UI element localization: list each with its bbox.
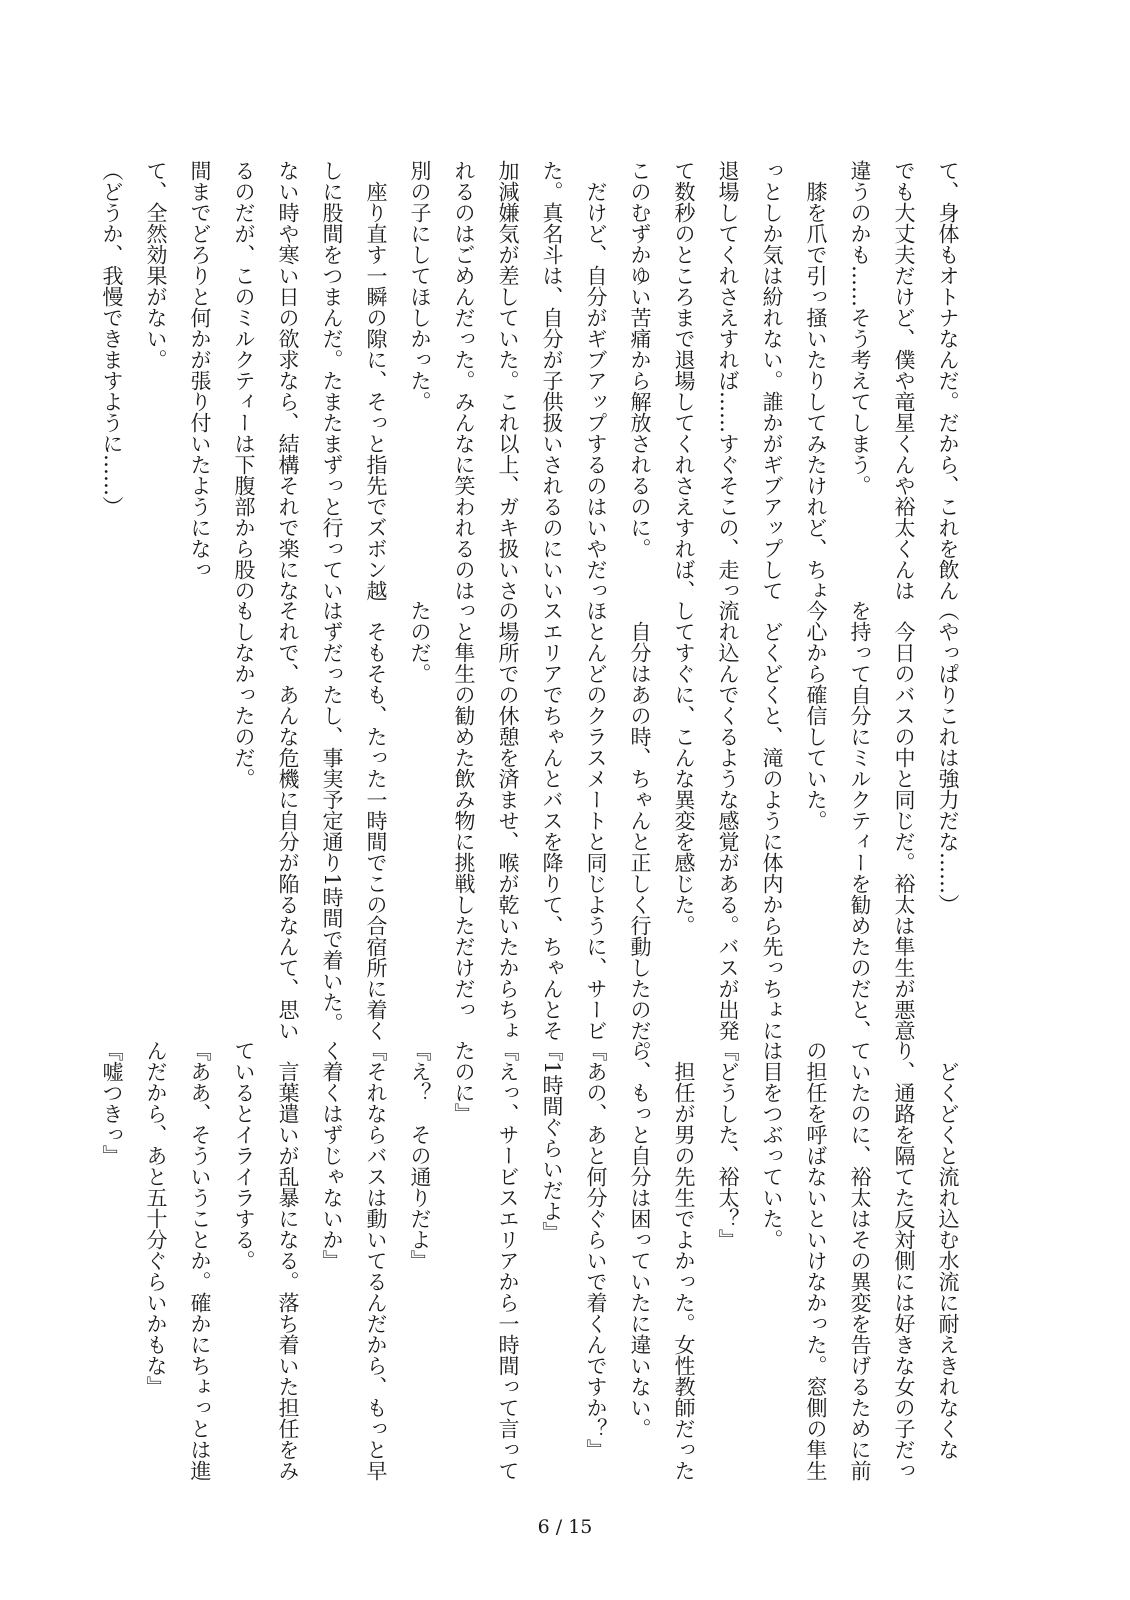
text-line: 膝を爪で引っ掻いたりしてみたけれど、ちょ	[804, 160, 828, 601]
text-line: 『どうした、裕太？』	[716, 1040, 740, 1250]
text-line: 退場してくれさえすれば……すぐそこの、走っ	[716, 160, 740, 601]
text-line: 担任が男の先生でよかった。女性教師だった	[672, 1040, 696, 1481]
text-line: 違うのかも……そう考えてしまう。	[848, 160, 872, 496]
text-line: て、身体もオトナなんだ。だから、これを飲ん	[936, 160, 960, 601]
text-line: たのに』	[452, 1040, 476, 1124]
text-line: もしなかったのだ。	[232, 600, 256, 789]
text-line: 別の子にしてほしかった。	[408, 160, 432, 412]
text-line: 加減嫌気が差していた。これ以上、ガキ扱いさ	[496, 160, 520, 601]
text-line: どくどくと、滝のように体内から先っちょに	[760, 600, 784, 1041]
text-line: 流れ込んでくるような感覚がある。バスが出発	[716, 600, 740, 1041]
text-line: 『嘘つきっ』	[100, 1040, 124, 1166]
text-line: 『それならバスは動いてるんだから、もっと早	[364, 1040, 388, 1481]
text-line: っとしか気は紛れない。誰かがギブアップして	[760, 160, 784, 601]
text-section-middle	[120, 600, 970, 1062]
text-line: れるのはごめんだった。みんなに笑われるのは	[452, 160, 476, 601]
text-line: それで、あんな危機に自分が陥るなんて、思い	[276, 600, 300, 1041]
text-line: このむずかゆい苦痛から解放されるのに。	[628, 160, 652, 559]
text-line: たのだ。	[408, 600, 432, 684]
text-line: はずだったし、事実予定通り1時間で着いた。	[320, 600, 344, 1034]
text-line: （やっぱりこれは強力だな……）	[936, 600, 960, 915]
text-line: しに股間をつまんだ。たまたまずっと行ってい	[320, 160, 344, 601]
text-line: の担任を呼ばないといけなかった。窓側の隼生	[804, 1040, 828, 1481]
text-line: た。真名斗は、自分が子供扱いされるのにいい	[540, 160, 564, 601]
text-line: 『えっ、サービスエリアから一時間って言って	[496, 1040, 520, 1481]
text-section-bottom	[100, 1040, 970, 1481]
text-line: っと隼生の勧めた飲み物に挑戦しただけだっ	[452, 600, 476, 1020]
text-line: ているとイライラする。	[232, 1040, 256, 1271]
text-line: て、全然効果がない。	[144, 160, 168, 370]
page-number: 6 / 15	[537, 1516, 593, 1538]
text-line: 『あの、あと何分ぐらいで着くんですか？』	[584, 1040, 608, 1460]
text-line: んだから、あと五十分ぐらいかもな』	[144, 1040, 168, 1397]
text-line: の場所での休憩を済ませ、喉が乾いたからちょ	[496, 600, 520, 1041]
text-line: 『ああ、そういうことか。確かにちょっとは進	[188, 1040, 212, 1481]
text-line: ていたのに、裕太はその異変を告げるために前	[848, 1040, 872, 1481]
text-line: ら、もっと自分は困っていたに違いない。	[628, 1040, 652, 1439]
text-line: 『え？ その通りだよ』	[408, 1040, 432, 1271]
text-line: く着くはずじゃないか』	[320, 1040, 344, 1271]
text-line: 自分はあの時、ちゃんと正しく行動したのだ。	[628, 600, 652, 1062]
text-line: り、通路を隔てた反対側には好きな女の子だっ	[892, 1040, 916, 1481]
text-line: 座り直す一瞬の隙に、そっと指先でズボン越	[364, 160, 388, 601]
text-line: は目をつぶっていた。	[760, 1040, 784, 1250]
text-line: 言葉遣いが乱暴になる。落ち着いた担任をみ	[276, 1040, 300, 1481]
text-line: してすぐに、こんな異変を感じた。	[672, 600, 696, 936]
text-line: 今日のバスの中と同じだ。裕太は隼生が悪意	[892, 600, 916, 1041]
text-section-top	[100, 160, 970, 601]
text-line: ほとんどのクラスメートと同じように、サービ	[584, 600, 608, 1041]
text-line: スエリアでちゃんとバスを降りて、ちゃんとそ	[540, 600, 564, 1041]
text-line: だけど、自分がギブアップするのはいやだっ	[584, 160, 608, 601]
text-line: （どうか、我慢できますように……）	[100, 160, 124, 517]
text-line: 間までどろりと何かが張り付いたようになっ	[188, 160, 212, 580]
text-line: るのだが、このミルクティーは下腹部から股の	[232, 160, 256, 601]
text-line: ない時や寒い日の欲求なら、結構それで楽にな	[276, 160, 300, 601]
text-line: どくどくと流れ込む水流に耐えきれなくな	[936, 1040, 960, 1460]
text-line: て数秒のところまで退場してくれさえすれば、	[672, 160, 696, 601]
text-line: そもそも、たった一時間でこの合宿所に着く	[364, 600, 388, 1041]
text-line: 『1時間ぐらいだよ』	[540, 1040, 564, 1243]
text-line: を持って自分にミルクティーを勧めたのだと、	[848, 600, 872, 1041]
text-line: 今心から確信していた。	[804, 600, 828, 831]
text-line: でも大丈夫だけど、僕や竜星くんや裕太くんは	[892, 160, 916, 601]
